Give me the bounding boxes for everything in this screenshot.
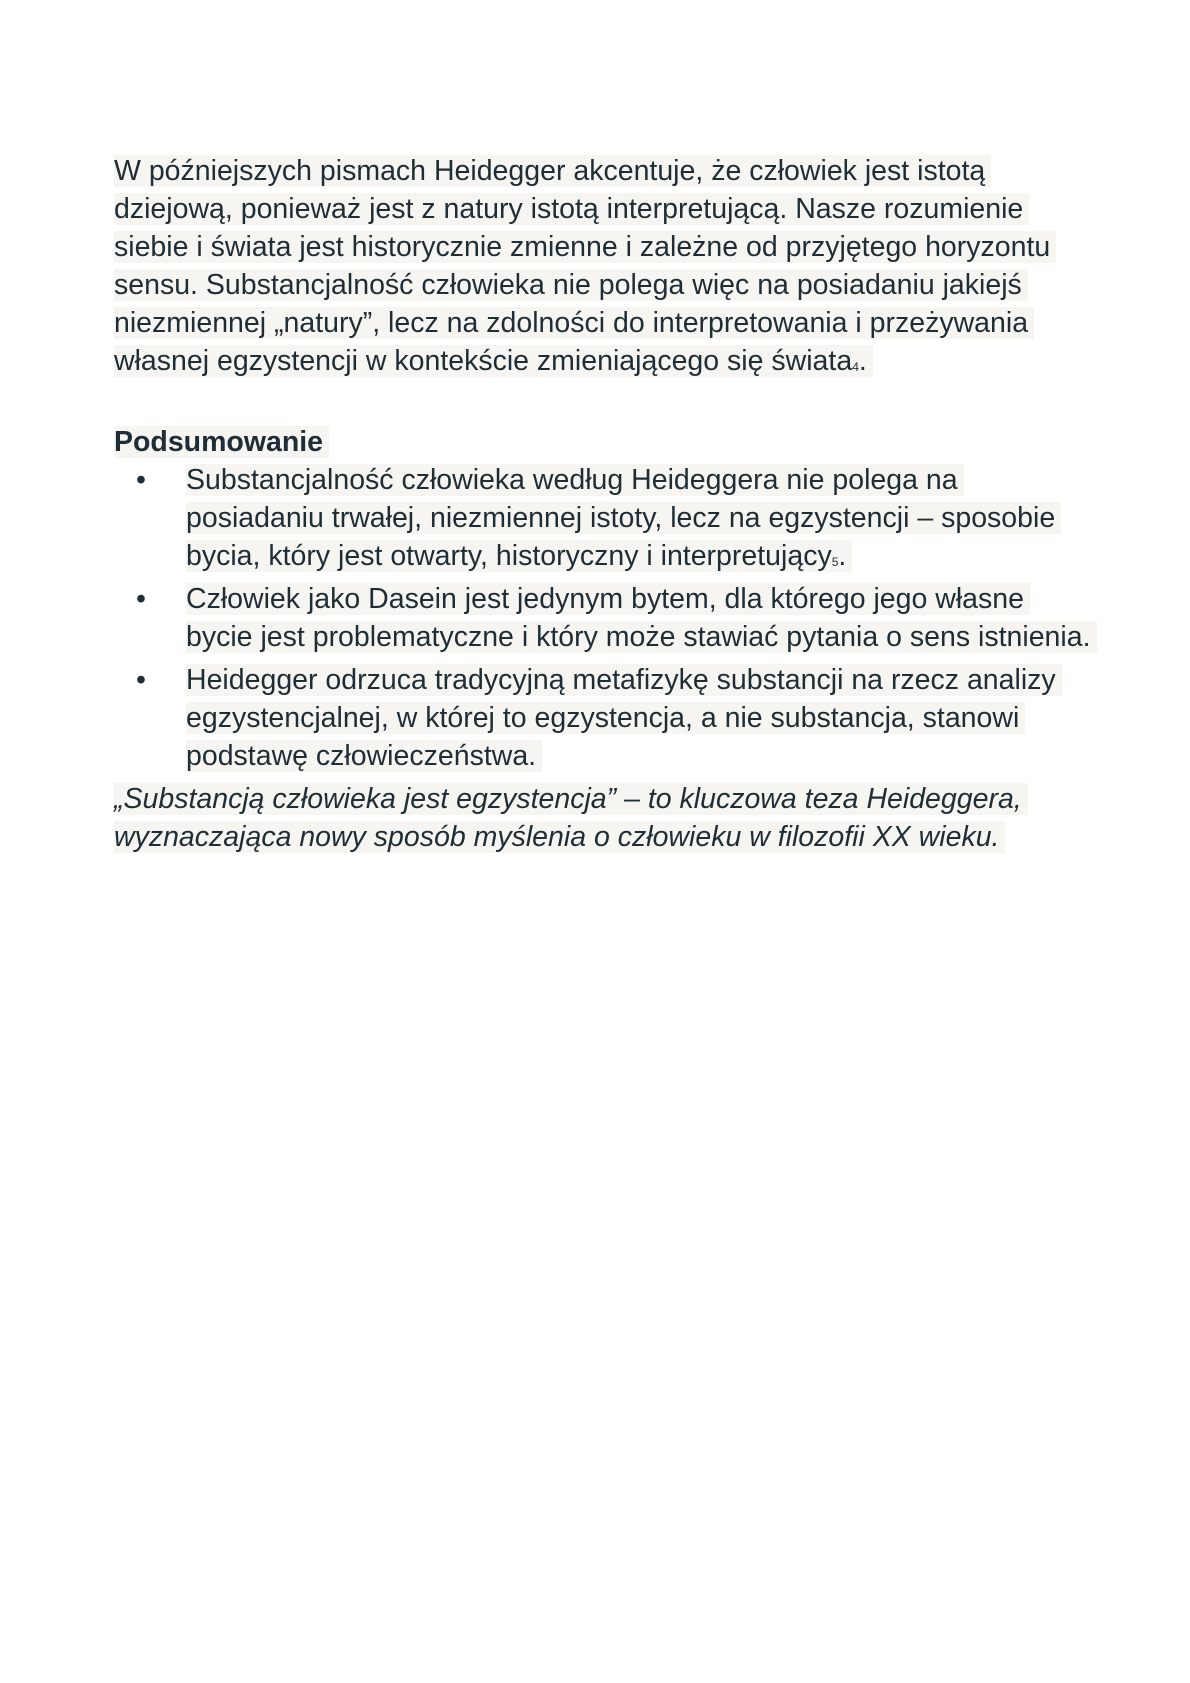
list-item [114,661,1094,780]
bullet-icon: • [136,583,146,615]
document-page [114,152,1094,856]
intro-paragraph [114,152,1094,385]
list-item-end: . [838,540,847,572]
list-item-text: Substancjalność człowieka według Heideggera nie polega na posiadaniu trwałej, niezmiennej istoty, lecz na egzystencji – sposobie bycia, który jest otwarty, historyczny i interpretujący [186,464,1056,572]
list-item-text: Heidegger odrzuca tradycyjną metafizykę substancji na rzecz analizy egzystencjalnej, w której to egzystencja, a nie substancja, stanowi podstawę człowieczeństwa. [186,664,1056,772]
footnote-marker: 5 [831,555,839,569]
list-item-text: Człowiek jako Dasein jest jedynym bytem, dla którego jego własne bycie jest problematyczne i który może stawiać pytania o sens istnienia. [186,583,1091,653]
footnote-marker: 4 [852,360,859,374]
bullet-icon: • [136,464,146,496]
list-item [114,461,1094,580]
summary-list [114,461,1094,780]
closing-quote: „Substancją człowieka jest egzystencja” – to kluczowa teza Heideggera, wyznaczająca nowy sposób myślenia o człowieku w filozofii XX wieku. [114,780,1094,856]
intro-text: W późniejszych pismach Heidegger akcentuje, że człowiek jest istotą dziejową, ponieważ jest z natury istotą interpretującą. Nasze rozumienie siebie i świata jest historycznie zmienne i zależne od przyjętego horyzontu sensu. Substancjalność człowieka nie polega więc na posiadaniu jakiejś niezmiennej „natury”, lecz na zdolności do interpretowania i przeżywania własnej egzystencji w kontekście zmieniającego się świata [114,155,1051,377]
summary-heading: Podsumowanie [114,423,1094,461]
list-item [114,580,1094,661]
bullet-icon: • [136,664,146,696]
intro-end: . [858,345,867,377]
